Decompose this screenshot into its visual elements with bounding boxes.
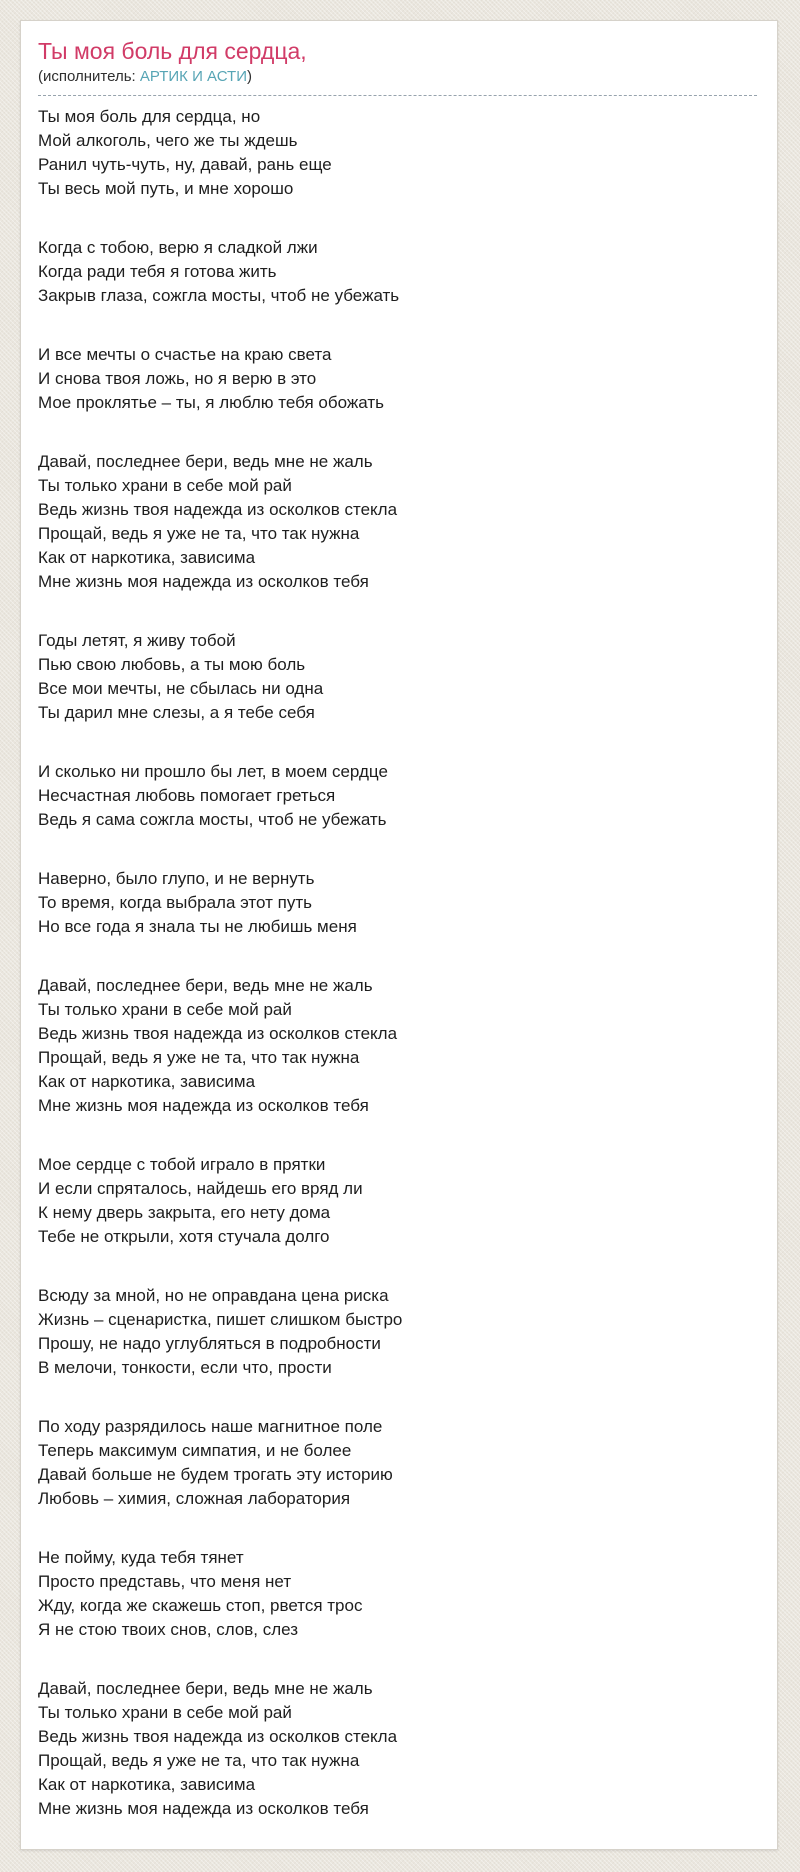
lyric-line: Ты только храни в себе мой рай (38, 1000, 292, 1019)
lyric-line: Ведь жизнь твоя надежда из осколков стекла (38, 1024, 398, 1043)
stanza (38, 629, 757, 725)
lyric-line: Как от наркотика, зависима (38, 548, 256, 567)
lyric-line: Наверно, было глупо, и не вернуть (38, 869, 315, 888)
lyric-line: Мне жизнь моя надежда из осколков тебя (38, 1799, 369, 1818)
stanza (38, 1153, 757, 1249)
lyric-line: Мне жизнь моя надежда из осколков тебя (38, 1096, 369, 1115)
lyric-line: Когда ради тебя я готова жить (38, 262, 277, 281)
lyric-line: Давай, последнее бери, ведь мне не жаль (38, 1679, 373, 1698)
lyric-line: Ты только храни в себе мой рай (38, 476, 292, 495)
stanza (38, 974, 757, 1118)
lyric-line: Не пойму, куда тебя тянет (38, 1548, 244, 1567)
lyric-line: Все мои мечты, не сбылась ни одна (38, 679, 324, 698)
lyric-line: Несчастная любовь помогает греться (38, 786, 336, 805)
stanza (38, 760, 757, 832)
lyric-line: Ты только храни в себе мой рай (38, 1703, 292, 1722)
lyric-line: Мое проклятье – ты, я люблю тебя обожать (38, 393, 384, 412)
lyric-line: Ранил чуть-чуть, ну, давай, рань еще (38, 155, 332, 174)
lyric-line: Давай, последнее бери, ведь мне не жаль (38, 976, 373, 995)
lyric-line: По ходу разрядилось наше магнитное поле (38, 1417, 383, 1436)
lyric-line: Всюду за мной, но не оправдана цена риска (38, 1286, 389, 1305)
lyric-line: Я не стою твоих снов, слов, слез (38, 1620, 299, 1639)
lyric-line: Годы летят, я живу тобой (38, 631, 236, 650)
lyric-line: Прошу, не надо углубляться в подробности (38, 1334, 381, 1353)
lyric-line: И если спряталось, найдешь его вряд ли (38, 1179, 363, 1198)
stanza (38, 343, 757, 415)
lyric-line: Мое сердце с тобой играло в прятки (38, 1155, 326, 1174)
lyric-line: Ведь я сама сожгла мосты, чтоб не убежать (38, 810, 387, 829)
lyric-line: Тебе не открыли, хотя стучала долго (38, 1227, 330, 1246)
artist-label-close: ) (246, 68, 252, 85)
lyric-line: В мелочи, тонкости, если что, прости (38, 1358, 332, 1377)
lyric-line: Закрыв глаза, сожгла мосты, чтоб не убежать (38, 286, 400, 305)
lyric-line: И сколько ни прошло бы лет, в моем сердце (38, 762, 388, 781)
stanza (38, 105, 757, 201)
lyric-line: Пью свою любовь, а ты мою боль (38, 655, 306, 674)
lyric-line: Мне жизнь моя надежда из осколков тебя (38, 572, 369, 591)
lyric-line: Как от наркотика, зависима (38, 1775, 256, 1794)
lyric-line: Ты дарил мне слезы, а я тебе себя (38, 703, 315, 722)
stanza (38, 1415, 757, 1511)
lyric-line: Жду, когда же скажешь стоп, рвется трос (38, 1596, 363, 1615)
stanza (38, 1677, 757, 1821)
lyric-line: Жизнь – сценаристка, пишет слишком быстро (38, 1310, 403, 1329)
lyrics (38, 105, 757, 1821)
lyric-line: Ты весь мой путь, и мне хорошо (38, 179, 294, 198)
lyric-line: Любовь – химия, сложная лаборатория (38, 1489, 351, 1508)
stanza (38, 1546, 757, 1642)
stanza (38, 1284, 757, 1380)
lyric-line: Мой алкоголь, чего же ты ждешь (38, 131, 298, 150)
lyric-line: И снова твоя ложь, но я верю в это (38, 369, 317, 388)
song-title: Ты моя боль для сердца, (38, 38, 307, 64)
lyric-line: Ведь жизнь твоя надежда из осколков стекла (38, 1727, 398, 1746)
stanza (38, 867, 757, 939)
lyric-line: Но все года я знала ты не любишь меня (38, 917, 357, 936)
lyric-line: Давай больше не будем трогать эту историю (38, 1465, 393, 1484)
lyric-line: Прощай, ведь я уже не та, что так нужна (38, 1751, 360, 1770)
lyric-line: То время, когда выбрала этот путь (38, 893, 312, 912)
stanza (38, 236, 757, 308)
lyric-line: Когда с тобою, верю я сладкой лжи (38, 238, 318, 257)
artist-label: (исполнитель: (38, 68, 136, 85)
artist-line (38, 68, 757, 96)
lyric-line: Просто представь, что меня нет (38, 1572, 292, 1591)
artist-link[interactable]: АРТИК И АСТИ (139, 68, 247, 85)
lyrics-card (20, 20, 778, 1850)
lyric-line: Прощай, ведь я уже не та, что так нужна (38, 1048, 360, 1067)
lyric-line: Давай, последнее бери, ведь мне не жаль (38, 452, 373, 471)
lyric-line: Ты моя боль для сердца, но (38, 107, 261, 126)
lyric-line: Теперь максимум симпатия, и не более (38, 1441, 352, 1460)
stanza (38, 450, 757, 594)
song-header (38, 38, 757, 96)
lyric-line: И все мечты о счастье на краю света (38, 345, 332, 364)
lyric-line: Ведь жизнь твоя надежда из осколков стекла (38, 500, 398, 519)
lyric-line: Как от наркотика, зависима (38, 1072, 256, 1091)
lyric-line: К нему дверь закрыта, его нету дома (38, 1203, 331, 1222)
lyric-line: Прощай, ведь я уже не та, что так нужна (38, 524, 360, 543)
